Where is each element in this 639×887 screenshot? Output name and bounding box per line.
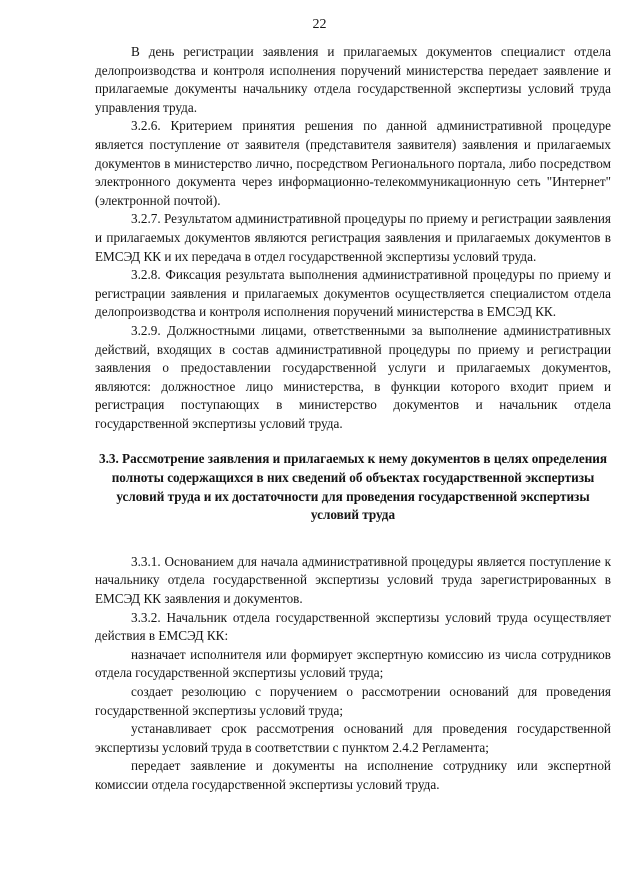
paragraph: передает заявление и документы на исполнение сотруднику или экспертной комиссии отдела государственной экспертизы условий труда. bbox=[95, 758, 611, 792]
paragraph: 3.2.6. Критерием принятия решения по данной административной процедуре является поступление от заявителя (представителя заявителя) заявления и прилагаемых документов в министерство лично, посредством Регионального портала, либо посредством электронного документа через информационно-телекоммуникационную сеть "Интернет" (электронной почтой). bbox=[95, 118, 611, 208]
document-body bbox=[95, 43, 611, 795]
paragraph: 3.2.8. Фиксация результата выполнения административной процедуры по приему и регистрации заявления и прилагаемых документов осуществляется специалистом отдела делопроизводства и контроля исполнения поручений министерства в ЕМСЭД КК. bbox=[95, 267, 611, 320]
section-heading: 3.3. Рассмотрение заявления и прилагаемых к нему документов в целях определения полноты содержащихся в них сведений об объектах государственной экспертизы условий труда и их достаточности для проведения государственной экспертизы условий труда bbox=[98, 451, 608, 523]
paragraph: создает резолюцию с поручением о рассмотрении оснований для проведения государственной экспертизы условий труда; bbox=[95, 684, 611, 718]
paragraph: 3.3.2. Начальник отдела государственной экспертизы условий труда осуществляет действия в ЕМСЭД КК: bbox=[95, 609, 611, 644]
paragraph: 3.2.7. Результатом административной процедуры по приему и регистрации заявления и прилагаемых документов являются регистрация заявления и прилагаемых документов в ЕМСЭД КК и их передача в отдел государственной экспертизы условий труда. bbox=[95, 211, 611, 264]
paragraph: устанавливает срок рассмотрения оснований для проведения государственной экспертизы условий труда в соответствии с пунктом 2.4.2 Регламента; bbox=[95, 721, 611, 755]
paragraph: 3.2.9. Должностными лицами, ответственными за выполнение административных действий, входящих в состав административной процедуры по приему и регистрации заявления о предоставлении государственной услуги и прилагаемых документов, являются: должностное лицо министерства, в функции которого входит прием и регистрация поступающих в министерство документов и начальник отдела государственной экспертизы условий труда. bbox=[95, 322, 611, 431]
paragraph: назначает исполнителя или формирует экспертную комиссию из числа сотрудников отдела государственной экспертизы условий труда; bbox=[95, 646, 611, 681]
paragraph: 3.3.1. Основанием для начала административной процедуры является поступление к начальнику отдела государственной экспертизы условий труда зарегистрированных в ЕМСЭД КК заявления и документов. bbox=[95, 553, 611, 607]
page-number: 22 bbox=[312, 17, 327, 32]
paragraph: В день регистрации заявления и прилагаемых документов специалист отдела делопроизводства и контроля исполнения поручений министерства передает заявление и прилагаемые документы начальнику отдела государственной экспертизы условий труда управления труда. bbox=[95, 44, 611, 115]
